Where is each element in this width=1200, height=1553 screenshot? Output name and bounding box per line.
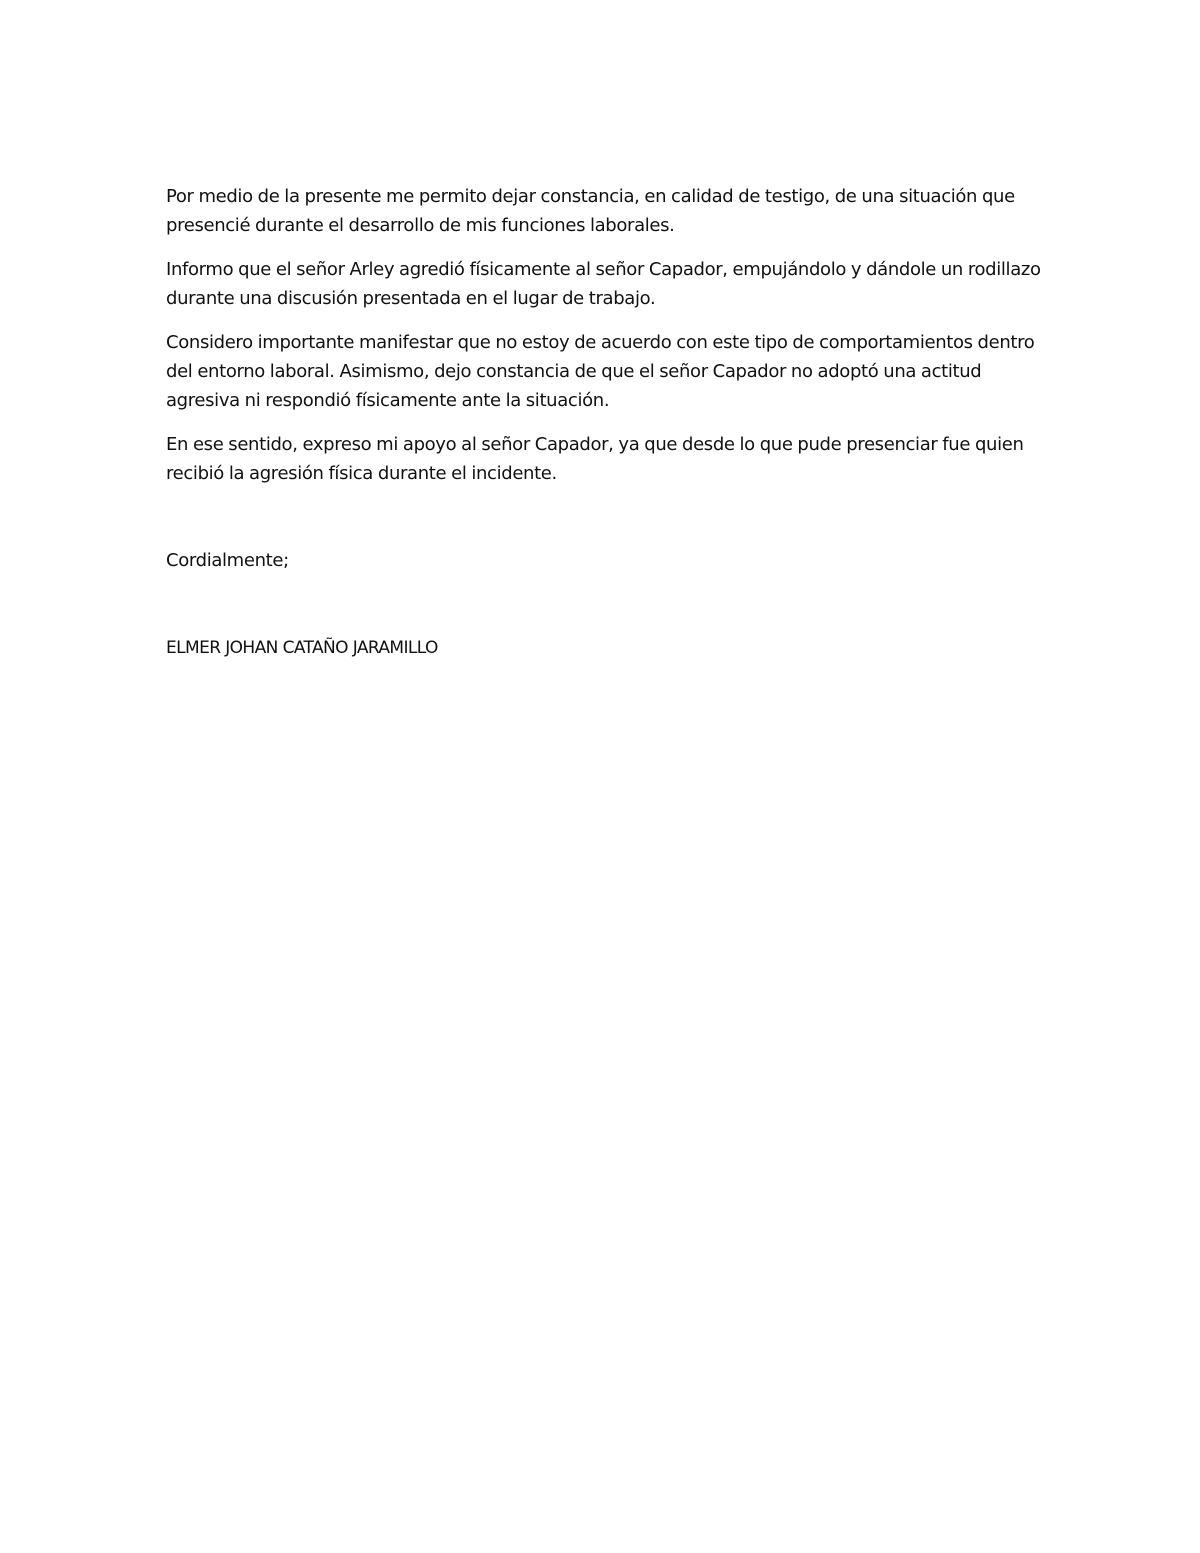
letter-body <box>166 182 1046 503</box>
paragraph-disagreement-statement: Considero importante manifestar que no estoy de acuerdo con este tipo de comportamientos dentro del entorno laboral. Asimismo, dejo constancia de que el señor Capador no adoptó una actitud agresiva ni respondió físicamente ante la situación. <box>166 332 1035 411</box>
closing-salutation: Cordialmente; <box>166 550 289 571</box>
signature-name: ELMER JOHAN CATAÑO JARAMILLO <box>166 638 438 658</box>
paragraph-testimony-intro: Por medio de la presente me permito dejar constancia, en calidad de testigo, de una situación que presencié durante el desarrollo de mis funciones laborales. <box>166 186 1015 236</box>
paragraph-incident-report: Informo que el señor Arley agredió físicamente al señor Capador, empujándolo y dándole un rodillazo durante una discusión presentada en el lugar de trabajo. <box>166 259 1041 309</box>
paragraph-support-statement: En ese sentido, expreso mi apoyo al señor Capador, ya que desde lo que pude presenciar fue quien recibió la agresión física durante el incidente. <box>166 434 1024 484</box>
